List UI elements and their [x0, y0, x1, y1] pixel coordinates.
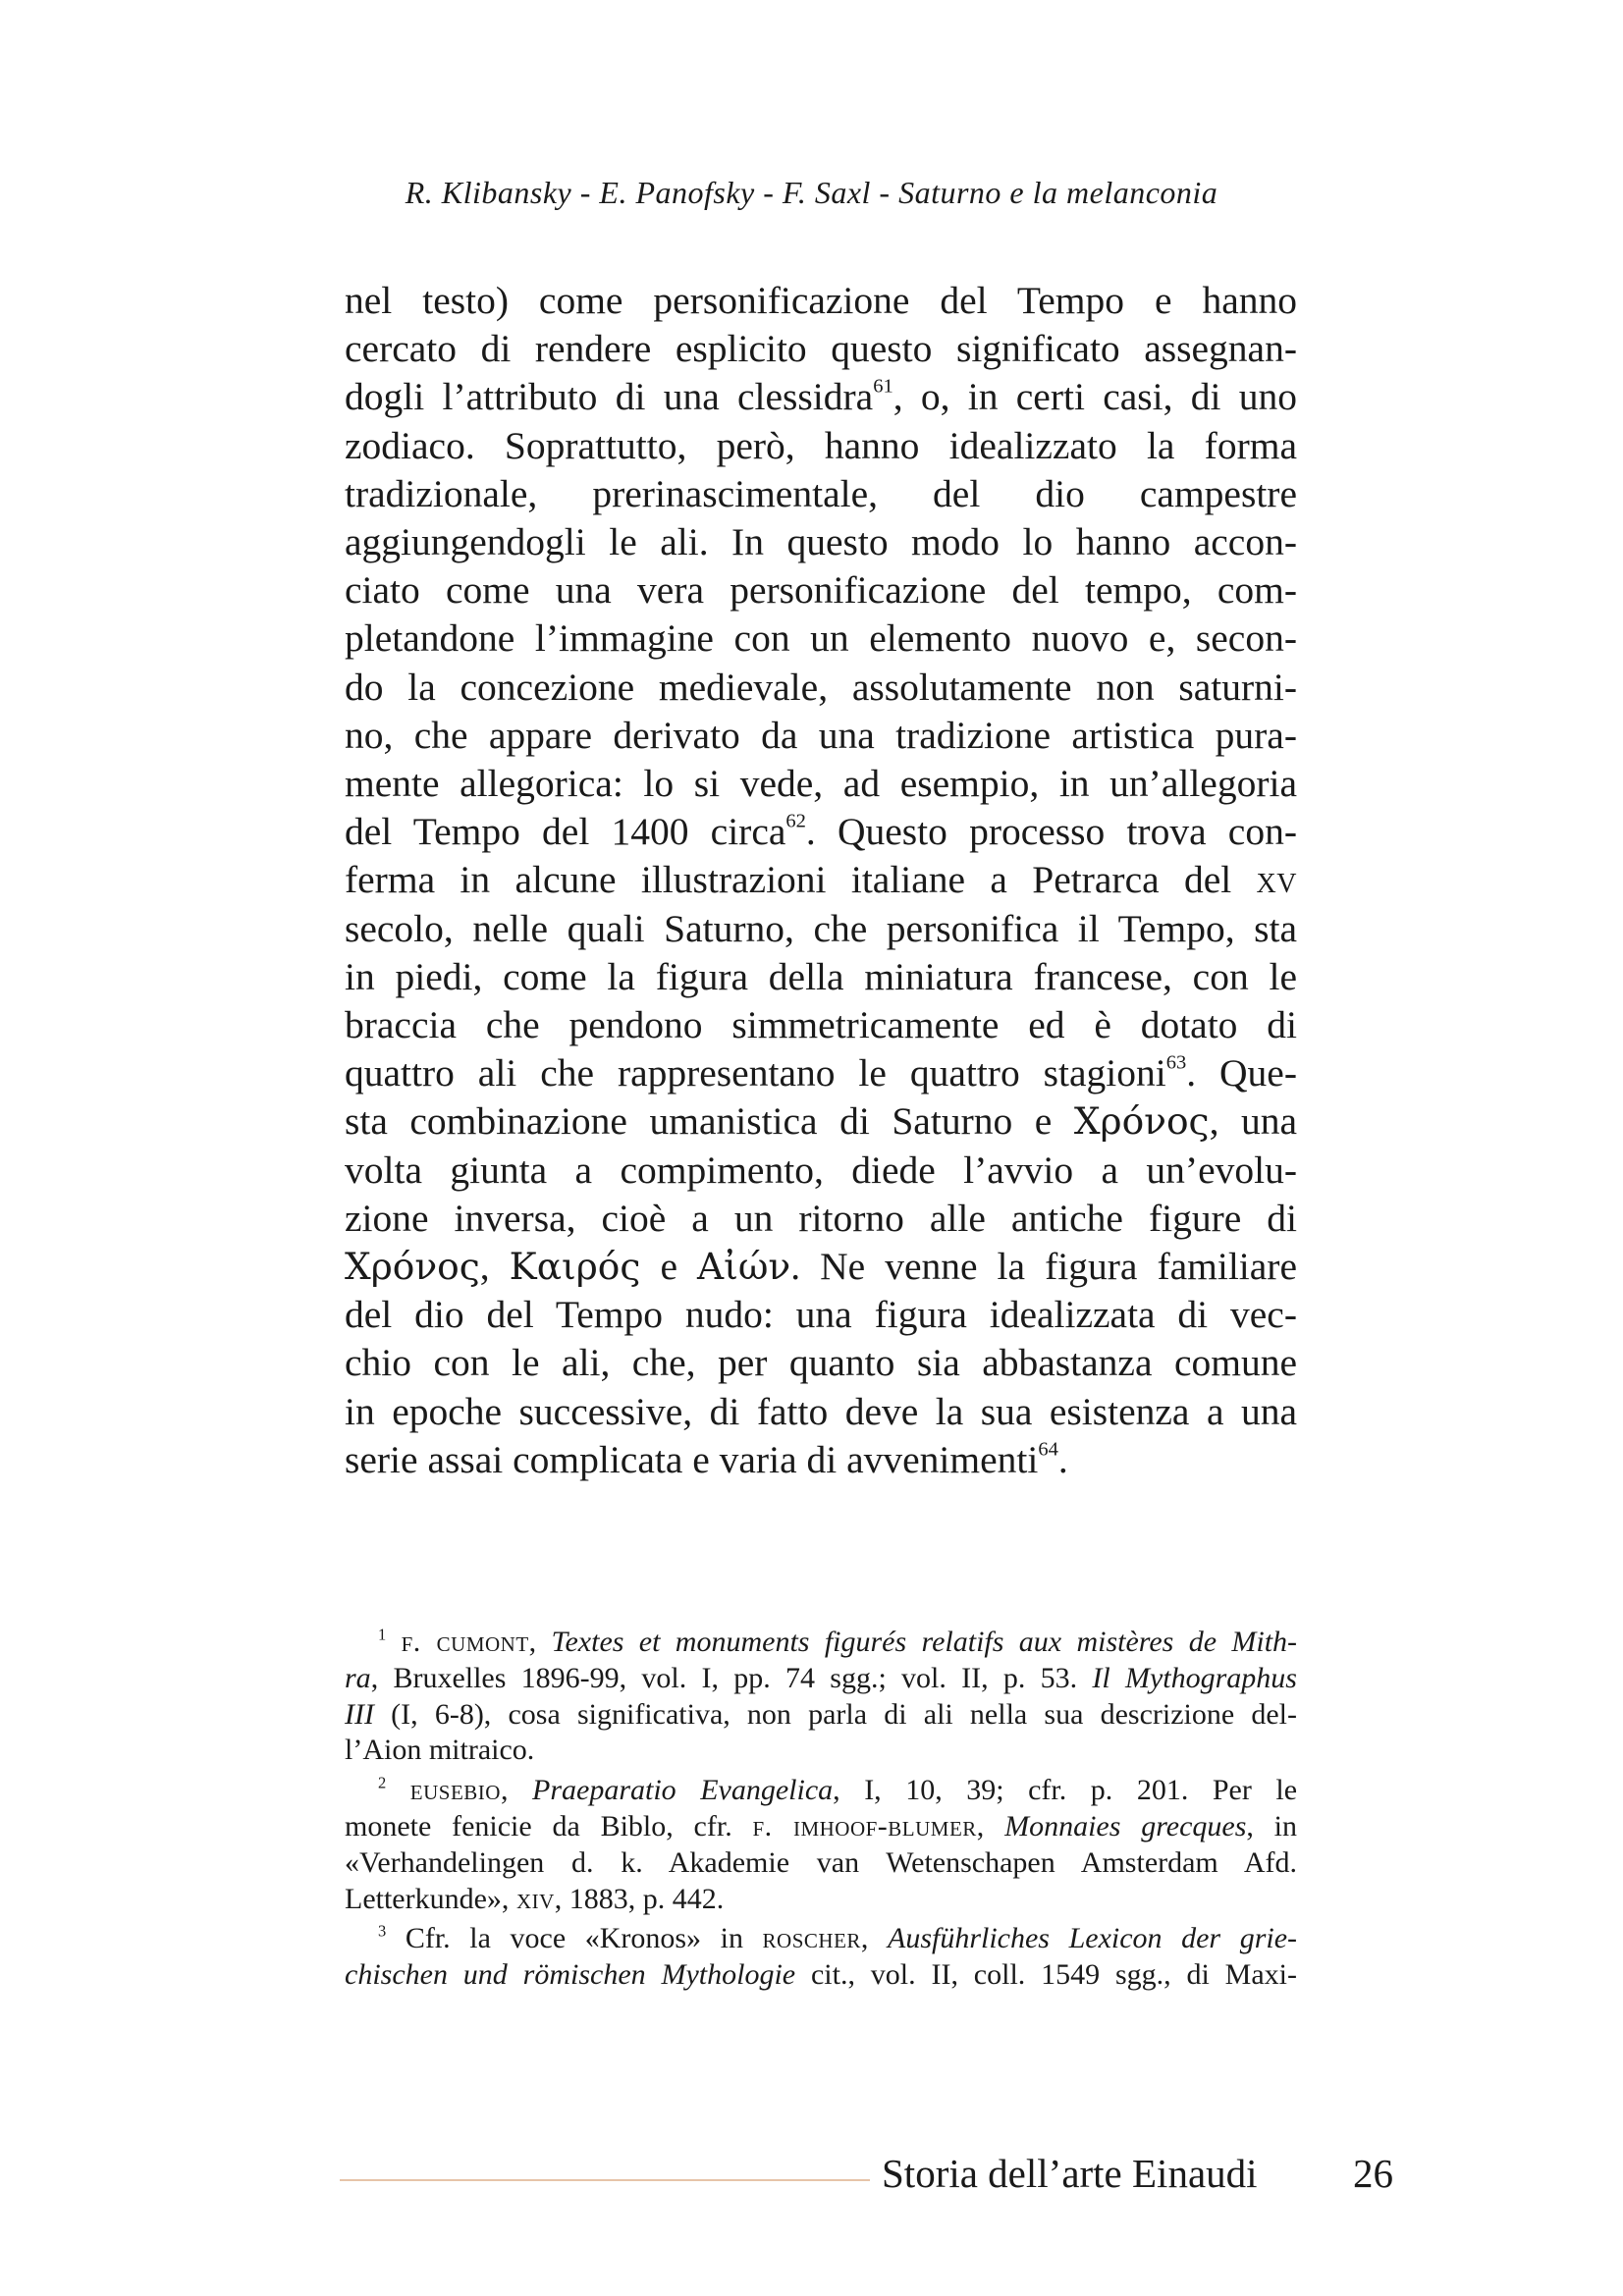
text-line: del Tempo del 1400 circa$^{62}$. Questo processo trova con- [345, 810, 1297, 854]
footnote-2: $^2$ eusebio, Praeparatio Evangelica, I, 10, 39; cfr. p. 201. Per le monete fenicie da Biblo, cfr. f. imhoof-blumer, Monnaies grecques, in «Verhandelingen d. k. Akademie van Wetenschapen Amsterdam Afd. Letterkunde», xiv, 1883, p. 442. [345, 1773, 1298, 1915]
text-line: chio con le ali, che, per quanto sia abbastanza comune [345, 1341, 1297, 1385]
text-line: nel testo) come personificazione del Tempo e hanno [345, 279, 1297, 322]
body-text [345, 277, 1297, 1484]
text-line: in piedi, come la figura della miniatura francese, con le [345, 954, 1297, 998]
text-line: dogli l’attributo di una clessidra$^{61}$, o, in certi casi, di uno [345, 375, 1298, 419]
text-line: serie assai complicata e varia di avvenimenti$^{64}$. [345, 1437, 1068, 1481]
greek-word: Καιρός [509, 1245, 641, 1289]
text-line: zione inversa, cioè a un ritorno alle antiche figure di [345, 1196, 1297, 1240]
text-line: tradizionale, prerinascimentale, del dio campestre [345, 471, 1297, 515]
text-line: del dio del Tempo nudo: una figura idealizzata di vec- [345, 1293, 1297, 1337]
text-line: pletandone l’immagine con un elemento nuovo e, secon- [345, 616, 1297, 661]
greek-word: Αἰών [697, 1245, 791, 1289]
running-head: R. Klibansky - E. Panofsky - F. Saxl - Saturno e la melanconia [405, 175, 1218, 210]
footnote-number: 1 [378, 1625, 387, 1644]
text-line: braccia che pendono simmetricamente ed è dotato di [345, 1003, 1297, 1047]
text-line: in epoche successive, di fatto deve la sua esistenza a una [345, 1389, 1297, 1433]
text-line: cercato di rendere esplicito questo significato assegnan- [345, 327, 1297, 371]
greek-word: Χρόνος [345, 1245, 480, 1289]
text-line: quattro ali che rappresentano le quattro stagioni$^{63}$. Que- [345, 1051, 1297, 1095]
text-line: zodiaco. Soprattutto, però, hanno idealizzato la forma [345, 423, 1297, 467]
text-line: sta combinazione umanistica di Saturno e Χρόνος, una [345, 1099, 1298, 1144]
page-number: 26 [1353, 2151, 1393, 2196]
footnote-ref: 63 [1165, 1051, 1187, 1074]
text-line: volta giunta a compimento, diede l’avvio a un’evolu- [345, 1148, 1297, 1192]
text-line: no, che appare derivato da una tradizione artistica pura- [345, 713, 1297, 757]
footer-rule [340, 2179, 870, 2181]
footnote-number: 3 [378, 1921, 387, 1941]
footnotes [345, 1625, 1297, 1998]
text-line: ferma in alcune illustrazioni italiane a Petrarca del xv [345, 858, 1297, 902]
text-line: mente allegorica: lo si vede, ad esempio, in un’allegoria [345, 762, 1297, 806]
footnote-1: $^1$ f. cumont, Textes et monuments figurés relatifs aux mistères de Mith- ra, Bruxelles 1896-99, vol. I, pp. 74 sgg.; vol. II, p. 53. Il Mythographus III (I, 6-8), cosa significativa, non parla di ali nella sua descrizione del- l’Aion mitraico. [345, 1625, 1298, 1767]
footnote-ref: 62 [785, 810, 806, 832]
text-line: ciato come una vera personificazione del tempo, com- [345, 568, 1297, 613]
text-line: aggiungendogli le ali. In questo modo lo hanno accon- [345, 520, 1297, 564]
text-line: Χρόνος, Καιρός e Αἰών. Ne venne la figura familiare [345, 1245, 1297, 1289]
footer-series-title: Storia dell’arte Einaudi [882, 2151, 1258, 2196]
greek-word: Χρόνος [1073, 1099, 1210, 1144]
footnote-ref: 64 [1038, 1438, 1058, 1461]
text-line: do la concezione medievale, assolutamente non saturni- [345, 665, 1297, 709]
text-line: secolo, nelle quali Saturno, che personifica il Tempo, sta [345, 906, 1297, 950]
footnote-ref: 61 [873, 375, 893, 398]
footnote-3: $^3$ Cfr. la voce «Kronos» in roscher, Ausführliches Lexicon der grie- chischen und römischen Mythologie cit., vol. II, coll. 1549 sgg., di Maxi- [345, 1921, 1298, 1992]
footnote-number: 2 [378, 1773, 387, 1792]
